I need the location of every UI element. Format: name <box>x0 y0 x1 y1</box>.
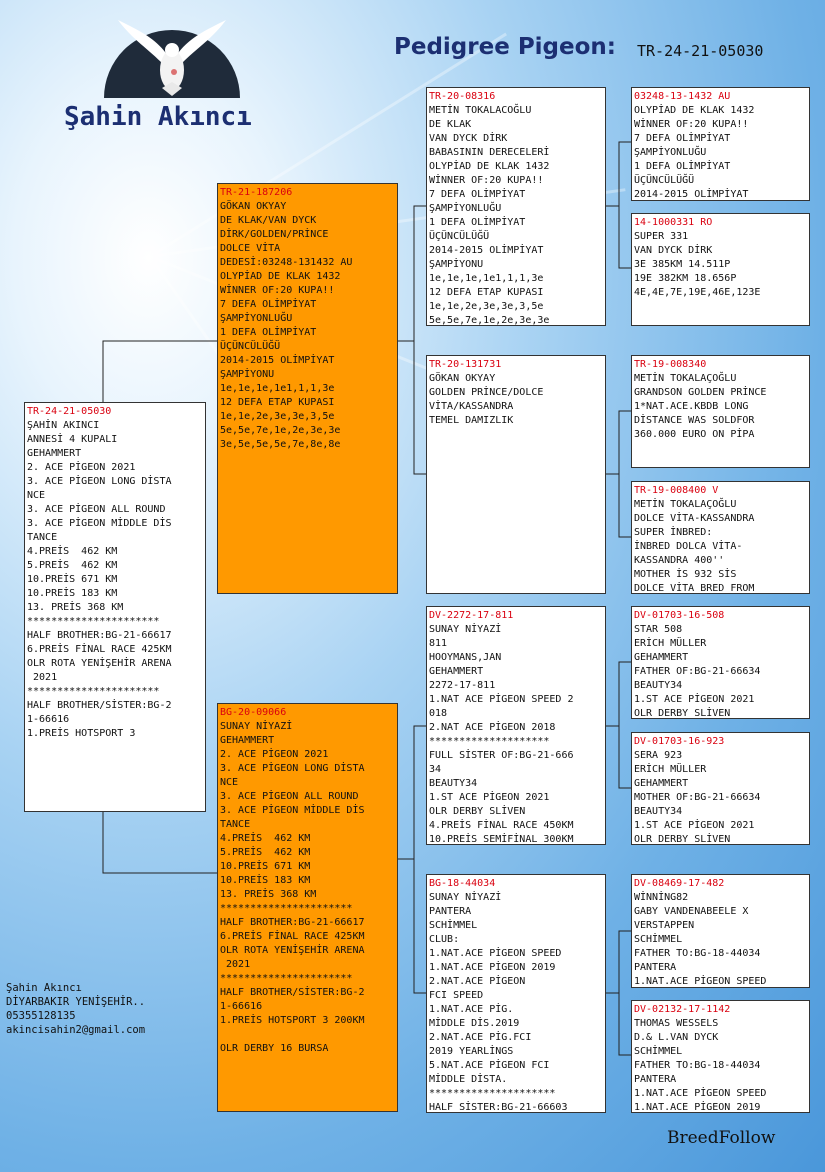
pedigree-text-line: BEAUTY34 <box>429 778 478 789</box>
dam-sire-ring: DV-2272-17-811 <box>429 610 514 621</box>
pedigree-text-line: BABASININ DERECELERİ <box>429 147 550 158</box>
pedigree-text-line: METİN TOKALACOĞLU <box>429 105 532 116</box>
ggp-ring-8: DV-02132-17-1142 <box>634 1004 731 1015</box>
pedigree-text-line: 1e,1e,2e,3e,3e,3,5e <box>220 411 335 422</box>
pedigree-text-line: 7 DEFA OLİMPİYAT <box>634 133 731 144</box>
pedigree-text-line: 3. ACE PİGEON LONG DİSTA <box>27 476 172 487</box>
pedigree-text-line: 1e,1e,1e,1e1,1,1,3e <box>220 383 335 394</box>
pedigree-text-line: ******************** <box>429 736 550 747</box>
pedigree-text-line: GÖKAN OKYAY <box>220 201 287 212</box>
pedigree-text-line: DE KLAK <box>429 119 472 130</box>
pedigree-text-line: 1.PREİS HOTSPORT 3 <box>27 728 136 739</box>
pedigree-text-line: 1.PREİS HOTSPORT 3 200KM <box>220 1015 365 1026</box>
pedigree-text-line: PANTERA <box>429 906 472 917</box>
pigeon-ring: TR-24-21-05030 <box>27 406 112 417</box>
pedigree-text-line: ********************** <box>27 686 160 697</box>
pedigree-text-line: SUNAY NİYAZİ <box>429 624 502 635</box>
pedigree-text-line: 1 DEFA OLİMPİYAT <box>634 161 731 172</box>
pedigree-text-line: 7 DEFA OLİMPİYAT <box>220 299 317 310</box>
pedigree-text-line: ********************** <box>220 973 353 984</box>
pedigree-text-line: 3e,5e,5e,5e,7e,8e,8e <box>220 439 341 450</box>
pedigree-text-line: ÜÇÜNCÜLÜĞÜ <box>220 341 281 352</box>
dam-ring: BG-20-09066 <box>220 707 287 718</box>
ggp-box-7[interactable] <box>631 874 810 988</box>
pedigree-text-line: 3. ACE PİGEON MİDDLE DİS <box>27 518 172 529</box>
ggp-box-1[interactable] <box>631 87 810 201</box>
pedigree-text-line: 2014-2015 OLİMPİYAT <box>429 245 544 256</box>
pedigree-text-line: 10.PREİS SEMİFİNAL 300KM <box>429 834 574 845</box>
pedigree-text-line: 12 DEFA ETAP KUPASI <box>429 287 544 298</box>
pedigree-text-line: NCE <box>220 777 239 788</box>
pedigree-text-line: ŞAMPİYONLUĞU <box>220 313 293 324</box>
pedigree-text-line: DİSTANCE WAS SOLDFOR <box>634 415 755 426</box>
pedigree-text-line: DİRK/GOLDEN/PRİNCE <box>220 229 329 240</box>
dam-dam-lines <box>429 891 603 1113</box>
pedigree-text-line: GÖKAN OKYAY <box>429 373 496 384</box>
ggp-lines-8 <box>634 1017 807 1113</box>
pedigree-text-line: 5.NAT.ACE PİGEON FCI <box>429 1060 550 1071</box>
breedfollow-brand: BreedFollow <box>667 1128 776 1148</box>
pedigree-text-line: OLYPİAD DE KLAK 1432 <box>429 161 550 172</box>
pedigree-text-line: FATHER TO:BG-18-44034 <box>634 1060 761 1071</box>
sire-sire-lines <box>429 104 603 326</box>
pedigree-text-line: GEHAMMERT <box>429 666 484 677</box>
ggp-box-3[interactable] <box>631 355 810 468</box>
pedigree-text-line: 018 <box>429 708 448 719</box>
pedigree-text-line: WİNNER OF:20 KUPA!! <box>634 119 749 130</box>
pedigree-text-line: 2.NAT ACE PİGEON 2018 <box>429 722 556 733</box>
pedigree-text-line: 3. ACE PİGEON LONG DİSTA <box>220 763 365 774</box>
pedigree-text-line: OLR DERBY SLİVEN <box>634 834 731 845</box>
ggp-box-5[interactable] <box>631 606 810 719</box>
pedigree-text-line: ŞAMPİYONLUĞU <box>634 147 707 158</box>
pedigree-text-line: 360.000 EURO ON PİPA <box>634 429 755 440</box>
ggp-lines-5 <box>634 623 807 719</box>
pedigree-text-line: FATHER TO:BG-18-44034 <box>634 948 761 959</box>
contact-phone: 05355128135 <box>6 1010 76 1022</box>
pedigree-text-line: 5e,5e,7e,1e,2e,3e,3e <box>220 425 341 436</box>
pedigree-text-line: ÜÇÜNCÜLÜĞÜ <box>634 175 695 186</box>
pedigree-text-line: 19E 382KM 18.656P <box>634 273 737 284</box>
ggp-ring-6: DV-01703-16-923 <box>634 736 725 747</box>
sire-dam-box[interactable] <box>426 355 606 594</box>
owner-title: Şahin Akıncı <box>64 102 252 132</box>
pedigree-text-line: 4E,4E,7E,19E,46E,123E <box>634 287 761 298</box>
pedigree-text-line: GOLDEN PRİNCE/DOLCE <box>429 387 544 398</box>
pedigree-text-line: 2.NAT.ACE PİG.FCI <box>429 1032 532 1043</box>
pedigree-text-line: VİTA/KASSANDRA <box>429 401 514 412</box>
ggp-box-4[interactable] <box>631 481 810 594</box>
pedigree-text-line: 10.PREİS 183 KM <box>27 588 118 599</box>
pedigree-text-line: 2021 <box>220 959 251 970</box>
pedigree-text-line: ERİCH MÜLLER <box>634 638 707 649</box>
pedigree-text-line: SUPER 331 <box>634 231 689 242</box>
pedigree-text-line: MOTHER OF:BG-21-66634 <box>634 792 761 803</box>
pedigree-text-line: 12 DEFA ETAP KUPASI <box>220 397 335 408</box>
dam-lines <box>220 720 395 1056</box>
pedigree-text-line: 1-66616 <box>220 1001 263 1012</box>
pedigree-text-line: 2021 <box>27 672 58 683</box>
sire-sire-box[interactable] <box>426 87 606 326</box>
pedigree-text-line: 3. ACE PİGEON ALL ROUND <box>220 791 359 802</box>
pedigree-text-line: THOMAS WESSELS <box>634 1018 719 1029</box>
dam-sire-box[interactable] <box>426 606 606 845</box>
ggp-box-6[interactable] <box>631 732 810 845</box>
ggp-ring-7: DV-08469-17-482 <box>634 878 725 889</box>
pedigree-text-line: BEAUTY34 <box>634 806 683 817</box>
pedigree-text-line: 1.NAT.ACE PİGEON 2019 <box>429 962 556 973</box>
pedigree-text-line: 1 DEFA OLİMPİYAT <box>429 217 526 228</box>
dam-dam-ring: BG-18-44034 <box>429 878 496 889</box>
pedigree-text-line: MİDDLE DİSTA. <box>429 1074 508 1085</box>
ggp-lines-4 <box>634 498 807 594</box>
contact-block <box>6 981 145 1037</box>
pedigree-text-line: BEAUTY34 <box>634 680 683 691</box>
pedigree-text-line: METİN TOKALAÇOĞLU <box>634 499 737 510</box>
pedigree-text-line: 2019 YEARLİNGS <box>429 1046 514 1057</box>
pedigree-text-line: ŞAHİN AKINCI <box>27 420 100 431</box>
pedigree-text-line: SUNAY NİYAZİ <box>429 892 502 903</box>
pedigree-text-line: DOLCE VİTA BRED FROM <box>634 583 755 594</box>
pedigree-text-line: TEMEL DAMIZLIK <box>429 415 514 426</box>
pedigree-text-line: 7 DEFA OLİMPİYAT <box>429 189 526 200</box>
pedigree-text-line: 1.NAT.ACE PİG. <box>429 1004 514 1015</box>
ggp-ring-2: 14-1000331 RO <box>634 217 713 228</box>
pedigree-text-line: 3. ACE PİGEON ALL ROUND <box>27 504 166 515</box>
pedigree-text-line: 3E 385KM 14.511P <box>634 259 731 270</box>
contact-address: DİYARBAKIR YENİŞEHİR.. <box>6 996 146 1008</box>
pedigree-text-line: 1e,1e,1e,1e1,1,1,3e <box>429 273 544 284</box>
dam-sire-lines <box>429 623 603 845</box>
ggp-lines-3 <box>634 372 807 442</box>
pedigree-text-line: OLR DERBY SLİVEN <box>429 806 526 817</box>
pedigree-text-line: DOLCE VİTA-KASSANDRA <box>634 513 755 524</box>
pedigree-text-line: HALF BROTHER/SİSTER:BG-2 <box>220 987 365 998</box>
pedigree-text-line: GEHAMMERT <box>634 652 689 663</box>
pedigree-text-line: 1*NAT.ACE.KBDB LONG <box>634 401 749 412</box>
pedigree-text-line: KASSANDRA 400'' <box>634 555 725 566</box>
pedigree-text-line: TANCE <box>220 819 251 830</box>
pedigree-text-line: 4.PREİS FİNAL RACE 450KM <box>429 820 574 831</box>
ggp-lines-1 <box>634 104 807 201</box>
pedigree-text-line: OLR DERBY SLİVEN <box>634 708 731 719</box>
pedigree-text-line: SCHİMMEL <box>429 920 478 931</box>
pedigree-text-line: VAN DYCK DİRK <box>634 245 713 256</box>
pedigree-text-line: SCHİMMEL <box>634 1046 683 1057</box>
pedigree-text-line: 1.ST ACE PİGEON 2021 <box>634 820 755 831</box>
pedigree-text-line: 1 DEFA OLİMPİYAT <box>220 327 317 338</box>
pedigree-text-line: HALF BROTHER:BG-21-66617 <box>220 917 365 928</box>
pedigree-text-line: HOOYMANS,JAN <box>429 652 502 663</box>
pedigree-text-line: SUNAY NİYAZİ <box>220 721 293 732</box>
pedigree-text-line: GRANDSON GOLDEN PRİNCE <box>634 387 767 398</box>
pedigree-text-line: 5e,5e,7e,1e,2e,3e,3e <box>429 315 550 326</box>
pedigree-text-line: WİNNİNG82 <box>634 892 689 903</box>
ggp-box-2[interactable] <box>631 213 810 326</box>
pedigree-text-line: DEDESİ:03248-131432 AU <box>220 257 353 268</box>
pedigree-text-line: OLYPİAD DE KLAK 1432 <box>220 271 341 282</box>
pedigree-text-line: 10.PREİS 671 KM <box>27 574 118 585</box>
pedigree-text-line: ********************** <box>220 903 353 914</box>
sire-dam-ring: TR-20-131731 <box>429 359 502 370</box>
pedigree-text-line: 13. PREİS 368 KM <box>220 889 317 900</box>
pedigree-text-line: ÜÇÜNCÜLÜĞÜ <box>429 231 490 242</box>
pedigree-text-line: ERİCH MÜLLER <box>634 764 707 775</box>
pedigree-text-line: 1.NAT.ACE PİGEON SPEED <box>634 1088 767 1099</box>
pedigree-text-line: 1e,1e,2e,3e,3e,3,5e <box>429 301 544 312</box>
pedigree-text-line: FATHER OF:BG-21-66634 <box>634 666 761 677</box>
ggp-ring-1: 03248-13-1432 AU <box>634 91 731 102</box>
pedigree-text-line: FCI SPEED <box>429 990 484 1001</box>
pedigree-text-line: DOLCE VİTA <box>220 243 281 254</box>
pedigree-text-line <box>220 1028 395 1042</box>
pedigree-title: Pedigree Pigeon: <box>394 34 616 60</box>
pedigree-text-line: 2.NAT.ACE PİGEON <box>429 976 526 987</box>
pedigree-text-line: 34 <box>429 764 442 775</box>
pedigree-text-line: FULL SİSTER OF:BG-21-666 <box>429 750 574 761</box>
pedigree-text-line: WİNNER OF:20 KUPA!! <box>429 175 544 186</box>
dam-dam-box[interactable] <box>426 874 606 1113</box>
pedigree-text-line: HALF BROTHER/SİSTER:BG-2 <box>27 700 172 711</box>
pedigree-text-line: TANCE <box>27 532 58 543</box>
pedigree-text-line: 10.PREİS 671 KM <box>220 861 311 872</box>
pedigree-text-line: OLYPİAD DE KLAK 1432 <box>634 105 755 116</box>
pedigree-text-line: VAN DYCK DİRK <box>429 133 508 144</box>
sire-ring: TR-21-187206 <box>220 187 293 198</box>
pedigree-text-line: 10.PREİS 183 KM <box>220 875 311 886</box>
pedigree-text-line: OLR DERBY 16 BURSA <box>220 1043 329 1054</box>
pedigree-text-line: 1.NAT.ACE PİGEON SPEED <box>429 948 562 959</box>
pedigree-text-line: 1.ST ACE PİGEON 2021 <box>634 694 755 705</box>
pedigree-text-line: 2. ACE PİGEON 2021 <box>220 749 329 760</box>
pedigree-text-line: STAR 508 <box>634 624 683 635</box>
pedigree-text-line: ANNESİ 4 KUPALI <box>27 434 118 445</box>
contact-name: Şahin Akıncı <box>6 982 82 994</box>
pigeon-box[interactable] <box>24 402 206 812</box>
pedigree-text-line: ŞAMPİYONU <box>220 369 275 380</box>
ggp-ring-5: DV-01703-16-508 <box>634 610 725 621</box>
sire-dam-lines <box>429 372 603 428</box>
pedigree-text-line: DE KLAK/VAN DYCK <box>220 215 317 226</box>
pedigree-text-line: GABY VANDENABEELE X <box>634 906 749 917</box>
pedigree-text-line: HALF BROTHER:BG-21-66617 <box>27 630 172 641</box>
ggp-lines-6 <box>634 749 807 845</box>
pedigree-text-line: 5.PREİS 462 KM <box>220 847 311 858</box>
sire-lines <box>220 200 395 452</box>
pedigree-text-line: 13. PREİS 368 KM <box>27 602 124 613</box>
dam-box[interactable] <box>217 703 398 1112</box>
pedigree-text-line: 1.NAT ACE PİGEON SPEED 2 <box>429 694 574 705</box>
contact-email[interactable]: akincisahin2@gmail.com <box>6 1024 146 1036</box>
pedigree-text-line: ŞAMPİYONLUĞU <box>429 203 502 214</box>
pedigree-text-line: 1.NAT.ACE PİGEON SPEED <box>634 976 767 987</box>
pedigree-text-line: VERSTAPPEN <box>634 920 695 931</box>
pedigree-text-line: 2014-2015 OLİMPİYAT <box>220 355 335 366</box>
pedigree-text-line: 5.PREİS 462 KM <box>27 560 118 571</box>
pedigree-text-line: WİNNER OF:20 KUPA!! <box>220 285 335 296</box>
pedigree-ring-number: TR-24-21-05030 <box>637 42 764 60</box>
pedigree-text-line: HALF SİSTER:BG-21-66603 <box>429 1102 568 1113</box>
ggp-box-8[interactable] <box>631 1000 810 1113</box>
pedigree-text-line: SCHİMMEL <box>634 934 683 945</box>
pedigree-text-line: ********************* <box>429 1088 556 1099</box>
ggp-ring-3: TR-19-008340 <box>634 359 707 370</box>
pedigree-text-line: 6.PREİS FİNAL RACE 425KM <box>220 931 365 942</box>
pedigree-text-line: GEHAMMERT <box>27 448 82 459</box>
pedigree-text-line: SERA 923 <box>634 750 683 761</box>
pedigree-text-line: NCE <box>27 490 46 501</box>
pedigree-text-line: METİN TOKALAÇOĞLU <box>634 373 737 384</box>
pedigree-text-line: GEHAMMERT <box>220 735 275 746</box>
ggp-lines-2 <box>634 230 807 300</box>
pedigree-text-line: OLR ROTA YENİŞEHİR ARENA <box>220 945 365 956</box>
pigeon-lines <box>27 419 203 741</box>
pedigree-text-line: ŞAMPİYONU <box>429 259 484 270</box>
ggp-lines-7 <box>634 891 807 988</box>
pedigree-text-line: GEHAMMERT <box>634 778 689 789</box>
pedigree-text-line: 3. ACE PİGEON MİDDLE DİS <box>220 805 365 816</box>
pedigree-text-line: 1-66616 <box>27 714 70 725</box>
pedigree-text-line: İNBRED DOLCA VİTA- <box>634 541 743 552</box>
pedigree-text-line: 1.NAT.ACE PİGEON 2019 <box>634 1102 761 1113</box>
pedigree-text-line: OLR ROTA YENİŞEHİR ARENA <box>27 658 172 669</box>
pedigree-text-line: 2014-2015 OLİMPİYAT <box>634 189 749 200</box>
pedigree-text-line: 4.PREİS 462 KM <box>220 833 311 844</box>
pedigree-text-line: CLUB: <box>429 934 460 945</box>
pedigree-text-line: MİDDLE DİS.2019 <box>429 1018 520 1029</box>
pedigree-text-line: 1.ST ACE PİGEON 2021 <box>429 792 550 803</box>
pedigree-text-line: PANTERA <box>634 1074 677 1085</box>
sire-box[interactable] <box>217 183 398 594</box>
pedigree-text-line: MOTHER İS 932 SİS <box>634 569 737 580</box>
pedigree-text-line: 2. ACE PİGEON 2021 <box>27 462 136 473</box>
pedigree-text-line: D.& L.VAN DYCK <box>634 1032 719 1043</box>
pedigree-text-line: 6.PREİS FİNAL RACE 425KM <box>27 644 172 655</box>
sire-sire-ring: TR-20-08316 <box>429 91 496 102</box>
pedigree-text-line: PANTERA <box>634 962 677 973</box>
pedigree-text-line: ********************** <box>27 616 160 627</box>
pedigree-text-line: 811 <box>429 638 448 649</box>
pedigree-text-line: 4.PREİS 462 KM <box>27 546 118 557</box>
pedigree-text-line: 2272-17-811 <box>429 680 496 691</box>
pedigree-text-line: SUPER İNBRED: <box>634 527 713 538</box>
ggp-ring-4: TR-19-008400 V <box>634 485 719 496</box>
